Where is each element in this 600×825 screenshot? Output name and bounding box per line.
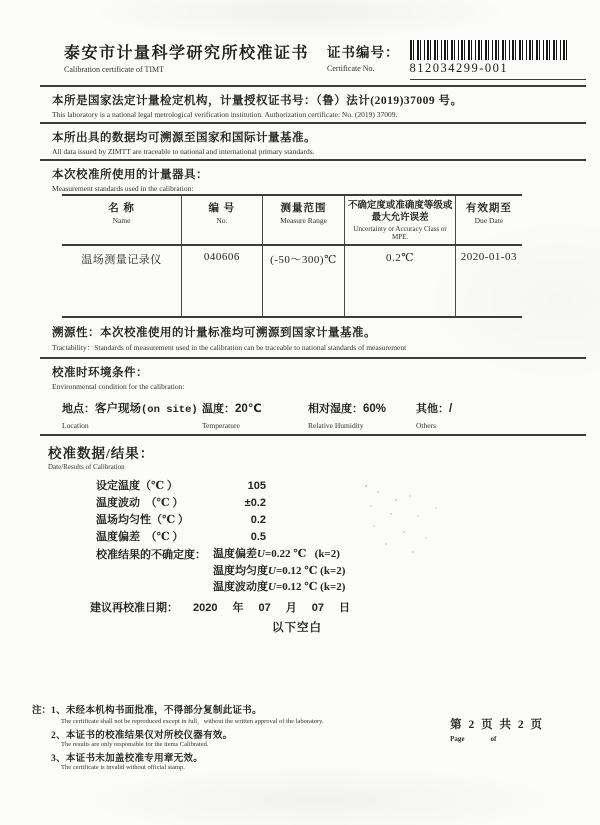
header-cn: 名 称 — [108, 203, 135, 214]
certificate-number-label-block — [327, 41, 400, 73]
results-heading-en: Date/Results of Calibration — [48, 463, 125, 471]
note-cn: 3、本证书未加盖校准专用章无效。 — [51, 754, 204, 764]
statement-instruments-used — [40, 161, 586, 194]
humidity-label: 相对湿度： — [308, 403, 363, 415]
certificate-footer — [32, 702, 572, 773]
certificate-number-label-en: Certificate No. — [327, 64, 375, 73]
temperature-value — [202, 400, 308, 416]
uncertainty-line-uniformity — [213, 563, 345, 580]
traceability-en: Tractability：Standards of measurement used in the calibration can be traceable to national standards of measurement — [52, 343, 407, 352]
uncertainty-label: 校准结果的不确定度： — [96, 549, 206, 561]
notes-label: 注： — [32, 706, 52, 716]
result-row-uniformity — [96, 511, 586, 528]
results-heading-cn: 校准数据/结果： — [48, 446, 155, 461]
uncertainty-line-fluctuation — [213, 579, 345, 596]
results-heading — [48, 442, 586, 471]
page-word: Page — [450, 735, 465, 743]
others-label: 其他： — [416, 403, 449, 415]
recal-day: 07 — [311, 601, 324, 614]
certificate-number-label: 证书编号： — [327, 45, 400, 60]
result-row-deviation — [96, 528, 586, 545]
header-cn: 测量范围 — [280, 203, 327, 214]
cell-measure-range: (-50～300)℃ — [262, 245, 345, 317]
note-en: The certificate is invalid without official stamp. — [61, 764, 185, 771]
col-header-range — [262, 195, 345, 245]
notes-list — [51, 702, 324, 773]
location-label: 地点： — [62, 403, 95, 415]
result-value: 0.2 — [250, 514, 266, 526]
col-header-no — [182, 195, 263, 245]
certificate-number-value: 812034299-001 — [409, 61, 509, 75]
statement-en: All data issued by ZIMTT are traceable to national and international primary standards. — [52, 147, 315, 156]
measurement-standards-table — [62, 194, 522, 318]
result-label: 温度偏差 （℃ ） — [96, 531, 184, 543]
temperature-label: 温度： — [202, 403, 235, 415]
barcode-icon — [410, 40, 568, 60]
humidity-en: Relative Humidity — [308, 421, 364, 430]
blank-below-note: 以下空白 — [272, 621, 322, 634]
certificate-number-block — [410, 40, 586, 80]
humidity-value — [308, 400, 416, 416]
header-en: No. — [216, 216, 228, 225]
environment-heading — [40, 359, 586, 391]
recal-year: 2020 — [193, 601, 218, 614]
uncertainty-value: =0.12 ℃ (k=2) — [275, 581, 346, 593]
col-header-uncertainty — [345, 195, 455, 245]
uncertainty-pre: 温度波动度 — [213, 581, 268, 593]
traceability-cn: 溯源性：本次校准使用的计量标准均可溯源到国家计量基准。 — [52, 327, 376, 339]
title-block — [64, 40, 309, 74]
header-en: Name — [112, 216, 131, 225]
recalibration-label: 建议再校准日期： — [90, 601, 178, 614]
cell-due-date: 2020-01-03 — [455, 245, 522, 317]
statement-authorization — [40, 87, 586, 124]
result-label: 温场均匀性（℃ ） — [96, 514, 189, 526]
environment-english-row — [62, 421, 586, 430]
certificate-title: 泰安市计量科学研究所校准证书 — [64, 45, 310, 62]
recal-day-unit: 日 — [338, 601, 350, 614]
cell-instrument-no: 040606 — [182, 245, 263, 317]
cell-instrument-name: 温场测量记录仪 — [81, 254, 162, 266]
cell-uncertainty: 0.2℃ — [345, 245, 455, 317]
uncertainty-value: =0.22 ℃ (k=2) — [264, 548, 340, 560]
stamp-speckles — [365, 485, 367, 487]
others-reading: / — [449, 403, 453, 415]
certificate-title-en: Calibration certificate of TIMT — [64, 65, 165, 74]
statement-cn: 本所是国家法定计量检定机构，计量授权证书号：（鲁）法计(2019)37009 号。 — [52, 95, 463, 107]
statement-cn: 本所出具的数据均可溯源至国家和国际计量基准。 — [52, 132, 316, 144]
location-en: Location — [62, 421, 89, 430]
result-label: 温度波动 （℃ ） — [96, 497, 184, 509]
col-header-due-date — [455, 195, 522, 245]
page-number-en — [450, 735, 544, 743]
uncertainty-pre: 温度均匀度 — [213, 564, 268, 577]
divider — [40, 434, 586, 436]
u-symbol: U — [268, 581, 276, 593]
of-word: of — [490, 735, 497, 743]
location-site: 客户现场 — [95, 403, 141, 415]
result-row-set-temperature — [96, 477, 586, 494]
recal-month-unit: 月 — [285, 601, 297, 614]
header-cn: 编 号 — [208, 203, 236, 214]
recal-month: 07 — [258, 601, 271, 614]
page-number-block — [450, 716, 544, 773]
environment-heading-en: Environmental condition for the calibration: — [52, 382, 185, 391]
note-cn: 1、未经本机构书面批准，不得部分复制此证书。 — [51, 706, 262, 716]
result-label: 设定温度（℃ ） — [96, 480, 178, 492]
recal-year-unit: 年 — [232, 601, 244, 614]
u-symbol: U — [268, 564, 276, 577]
table-header-row — [62, 195, 522, 245]
temperature-en: Temperature — [202, 421, 240, 430]
result-value: ±0.2 — [244, 497, 266, 509]
note-en: The certificate shall not be reproduced except in full，without the written approval of the laboratory. — [61, 718, 324, 725]
certificate-content — [40, 40, 586, 635]
header-cn: 不确定度或准确度等级或 最大允许误差 — [347, 201, 453, 223]
statement-en: This laboratory is a national legal metrological verification institution. Authorization certificate: No. (2019) 37009. — [52, 110, 398, 119]
statement-cn: 本次校准所使用的计量器具： — [52, 169, 208, 181]
temperature-reading: 20℃ — [235, 403, 262, 415]
table-row — [62, 245, 522, 317]
result-row-fluctuation — [96, 494, 586, 511]
note-en: The results are only responsible for the items Calibrated. — [61, 741, 209, 748]
uncertainty-value: =0.12 ℃ (k=2) — [275, 564, 346, 577]
header-en: Measure Range — [280, 216, 327, 225]
statement-traceable-data — [40, 124, 586, 161]
location-site-en: (on site) — [141, 404, 198, 416]
header-en: Uncertainty or Accuracy Class or MPE. — [353, 225, 447, 241]
certificate-header — [40, 40, 586, 80]
header-cn: 有效期至 — [465, 203, 512, 214]
humidity-reading: 60% — [363, 403, 387, 415]
col-header-name — [62, 195, 182, 245]
footer-notes — [32, 702, 324, 773]
note-cn: 2、本证书的校准结果仅对所校仪器有效。 — [51, 731, 233, 741]
uncertainty-lines — [213, 546, 345, 596]
environment-values-row — [62, 400, 586, 416]
others-value — [416, 400, 586, 416]
result-value: 0.5 — [250, 531, 266, 543]
result-value: 105 — [247, 480, 266, 492]
uncertainty-line-deviation — [213, 546, 345, 563]
page-number-cn: 第 2 页 共 2 页 — [450, 719, 544, 731]
results-rows — [96, 477, 586, 545]
traceability-section — [40, 318, 586, 359]
location-value — [62, 400, 202, 416]
uncertainty-section — [96, 546, 586, 596]
header-en: Due Date — [474, 216, 504, 225]
recalibration-date-row — [90, 599, 586, 615]
statement-en: Measurement standards used in the calibration: — [52, 184, 194, 193]
environment-heading-cn: 校准时环境条件： — [52, 367, 148, 379]
uncertainty-pre: 温度偏差 — [213, 548, 257, 560]
u-symbol: U — [257, 548, 265, 560]
others-en: Others — [416, 421, 436, 430]
